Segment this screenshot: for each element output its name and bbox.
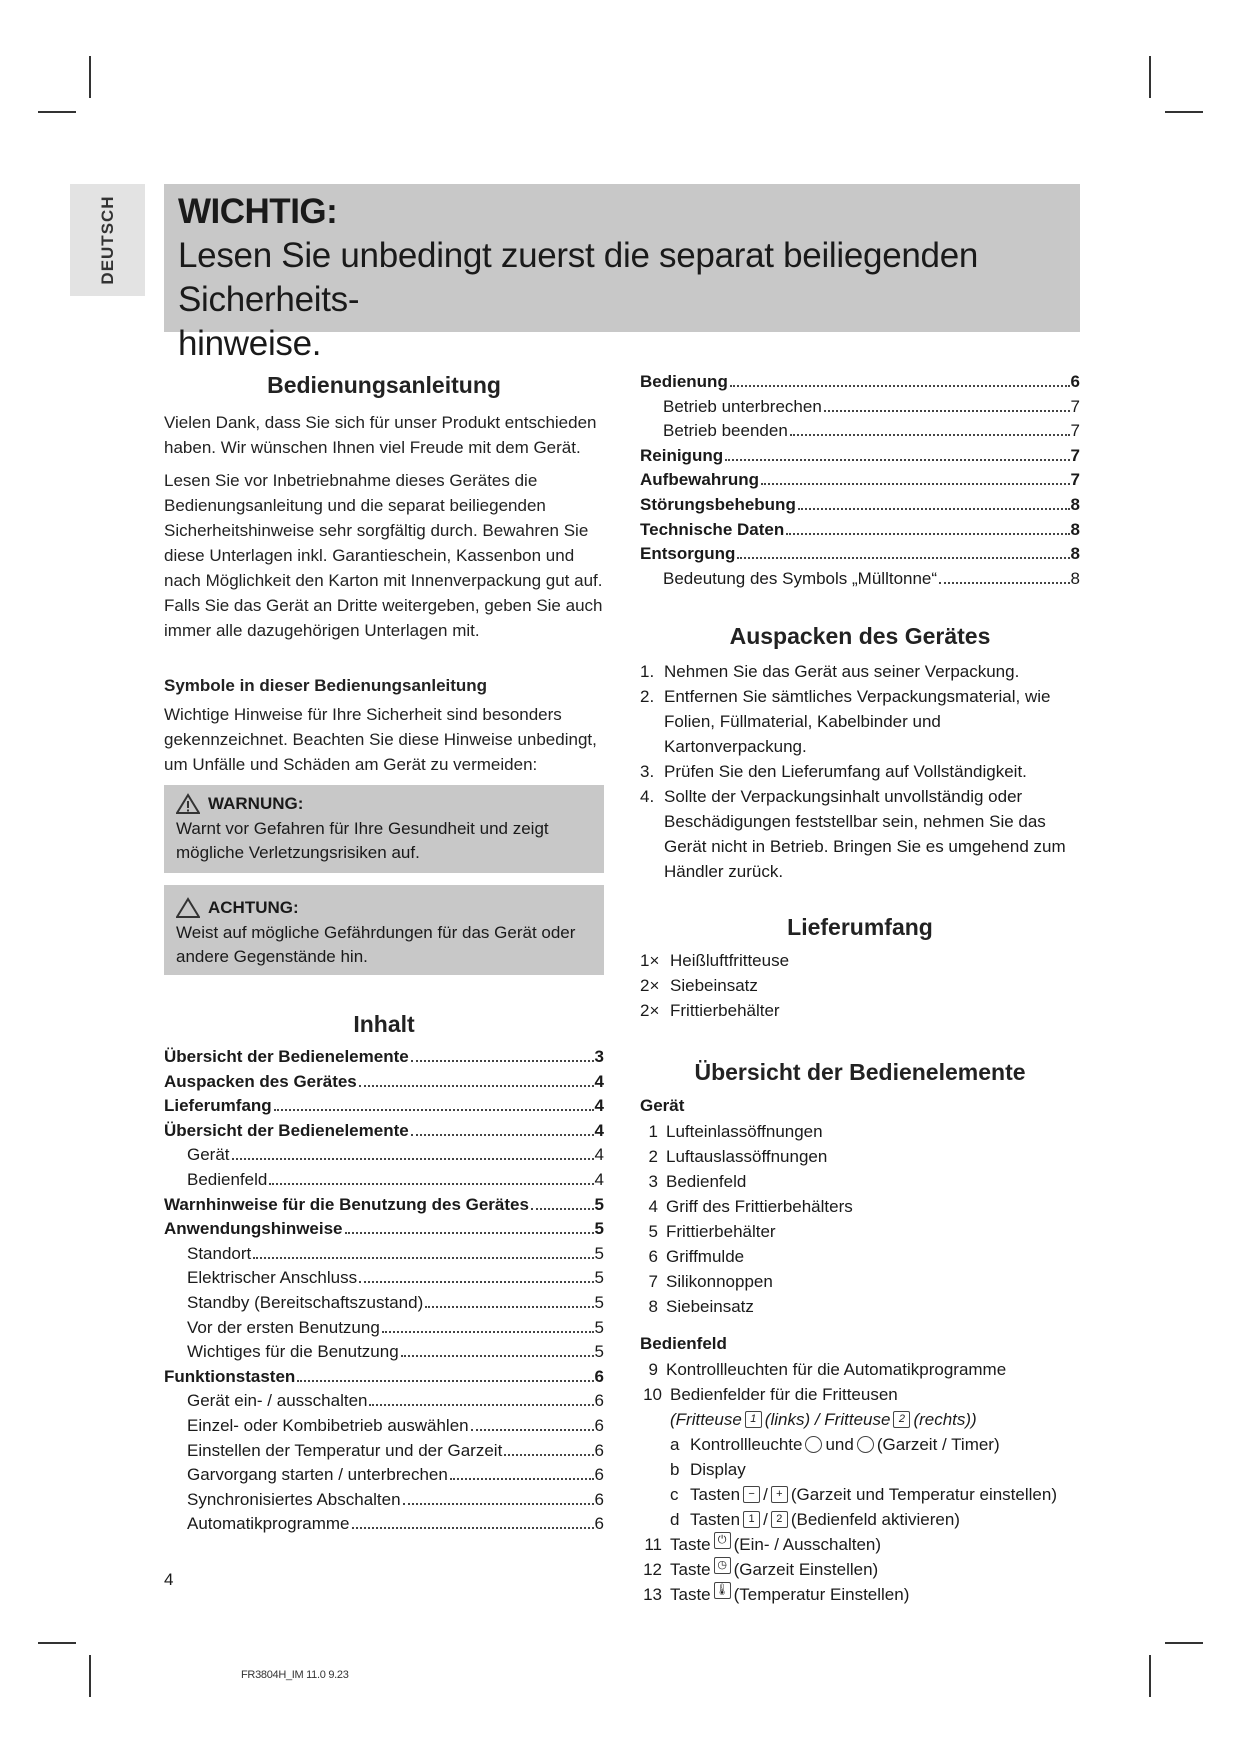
toc-entry [640,444,1080,469]
list-item: 13 Taste 🌡 (Temperatur Einstellen) [643,1584,910,1605]
caution-text: Weist auf mögliche Gefährdungen für das Gerät oder andere Gegenstände hin. [176,923,576,966]
toc-entry-page: 5 [594,1317,604,1337]
cooking-time-key-icon: ◷ [714,1557,731,1574]
toc-leader-dots [786,533,1069,535]
toc-entry-page: 8 [1070,568,1080,588]
toc-entry-label: Entsorgung [640,544,736,564]
toc-entry-page: 4 [594,1145,604,1165]
toc-entry-label: Gerät ein- / ausschalten [187,1391,368,1411]
toc-entry [164,1291,604,1316]
list-item: d Tasten 1 / 2 (Bedienfeld aktivieren) [670,1510,960,1530]
toc-leader-dots [359,1085,594,1087]
list-item: 4 Griff des Frittierbehälters [648,1197,853,1217]
key-2-icon: 2 [771,1511,788,1528]
toc-entry-label: Synchronisiertes Abschalten [187,1489,401,1509]
toc-entry-page: 5 [594,1243,604,1263]
toc-entry-page: 6 [594,1366,604,1386]
toc-leader-dots [253,1257,593,1259]
toc-entry-label: Anwendungshinweise [164,1219,343,1239]
power-key-icon: ⏻ [714,1532,731,1549]
footer-code: FR3804H_IM 11.0 9.23 [241,1669,349,1681]
toc-entry [164,1119,604,1144]
right-fryer-key-icon: 2 [893,1411,910,1428]
toc-entry-page: 8 [1070,544,1080,564]
toc-entry [164,1070,604,1095]
toc-entry [640,468,1080,493]
intro-paragraph-1: Vielen Dank, dass Sie sich für unser Produkt entschieden haben. Wir wünschen Ihnen viel Freude mit dem Gerät. [164,413,597,457]
list-item: (Fritteuse 1 (links) / Fritteuse 2 (rechts)) [670,1410,977,1430]
notice-line-1: Lesen Sie unbedingt zuerst die separat beiliegenden Sicherheits- [178,236,979,319]
list-item: 2× Siebeinsatz [640,976,758,996]
toc-entry-label: Einstellen der Temperatur und der Garzeit [187,1440,503,1460]
toc-leader-dots [798,508,1070,510]
toc-entry-page: 4 [594,1096,604,1116]
toc-entry-page: 4 [594,1120,604,1140]
toc-left-list [164,1045,604,1537]
toc-entry [164,1389,604,1414]
toc-entry [640,567,1080,592]
symbols-text: Wichtige Hinweise für Ihre Sicherheit sind besonders gekennzeichnet. Beachten Sie diese Hinweise unbedingt, um Unfälle und Schäden am Gerät zu vermeiden: [164,705,597,774]
warning-triangle-icon [176,793,200,815]
toc-leader-dots [737,557,1069,559]
toc-entry-label: Einzel- oder Kombibetrieb auswählen [187,1415,469,1435]
list-item: 2 Luftauslassöffnungen [648,1147,828,1167]
toc-entry-label: Elektrischer Anschluss [187,1268,358,1288]
toc-leader-dots [471,1429,594,1431]
toc-entry-page: 6 [594,1391,604,1411]
toc-leader-dots [401,1355,594,1357]
toc-entry-label: Übersicht der Bedienelemente [164,1120,409,1140]
list-item: c Tasten − / + (Garzeit und Temperatur einstellen) [670,1485,1057,1505]
toc-entry-label: Betrieb beenden [663,421,788,441]
warning-title: WARNUNG: [208,794,304,813]
temperature-key-icon: 🌡 [714,1582,731,1599]
toc-entry [164,1463,604,1488]
toc-leader-dots [411,1060,594,1062]
toc-entry-page: 3 [594,1047,604,1066]
list-item: a Kontrollleuchte und (Garzeit / Timer) [670,1435,1000,1455]
toc-entry-page: 5 [594,1194,604,1214]
toc-leader-dots [352,1527,594,1529]
toc-entry [640,419,1080,444]
list-item: 7 Silikonnoppen [648,1272,773,1292]
list-item: 2. Entfernen Sie sämtliches Verpackungsmaterial, wie Folien, Füllmaterial, Kabelbinder und Kartonverpackung. [640,687,1051,757]
crop-mark [89,56,91,98]
toc-entry-page: 8 [1070,494,1080,514]
toc-entry [164,1168,604,1193]
toc-entry [164,1512,604,1537]
toc-entry [164,1242,604,1267]
warning-text: Warnt vor Gefahren für Ihre Gesundheit und zeigt mögliche Verletzungsrisiken auf. [176,819,549,862]
right-column [640,370,1080,1607]
page-number: 4 [164,1570,174,1589]
toc-leader-dots [730,385,1070,387]
toc-entry [164,1340,604,1365]
toc-entry [640,493,1080,518]
toc-entry-label: Automatikprogramme [187,1514,350,1534]
toc-entry-page: 5 [594,1219,604,1239]
toc-entry-label: Standort [187,1243,252,1263]
toc-entry [164,1217,604,1242]
toc-entry [164,1266,604,1291]
toc-entry-page: 7 [1070,470,1080,490]
toc-leader-dots [425,1306,593,1308]
crop-mark [38,111,76,113]
toc-entry-label: Bedienung [640,372,728,391]
list-item: b Display [670,1460,746,1480]
crop-mark [1165,111,1203,113]
toc-leader-dots [761,483,1070,485]
intro-heading: Bedienungsanleitung [267,372,501,398]
toc-entry [164,1488,604,1513]
list-item: 1. Nehmen Sie das Gerät aus seiner Verpackung. [640,662,1020,682]
toc-entry [640,370,1080,395]
toc-entry [164,1143,604,1168]
toc-entry [164,1365,604,1390]
timer-light-icon [857,1436,874,1453]
list-item: 1 Lufteinlassöffnungen [648,1122,823,1142]
toc-right-list [640,370,1080,591]
toc-leader-dots [403,1503,594,1505]
toc-entry-label: Warnhinweise für die Benutzung des Gerätes [164,1194,529,1214]
list-item: 4. Sollte der Verpackungsinhalt unvollständig oder Beschädigungen feststellbar sein, nehmen Sie das Gerät nicht in Betrieb. Bringen Sie es umgehend zum Händler zurück. [640,787,1066,882]
toc-leader-dots [824,410,1070,412]
toc-leader-dots [790,434,1070,436]
indicator-light-icon [805,1436,822,1453]
toc-entry [164,1045,604,1070]
toc-leader-dots [359,1281,593,1283]
list-item: 3 Bedienfeld [648,1172,747,1192]
toc-entry-page: 6 [594,1489,604,1509]
panel-parts-list [640,1357,1080,1607]
toc-entry-label: Übersicht der Bedienelemente [164,1047,409,1066]
toc-entry-label: Auspacken des Gerätes [164,1071,357,1091]
notice-line-2: hinweise. [178,324,322,363]
caution-box [164,885,604,975]
device-parts-list [640,1119,1080,1319]
toc-leader-dots [450,1478,594,1480]
toc-leader-dots [269,1183,593,1185]
list-item: 5 Frittierbehälter [648,1222,776,1242]
toc-entry-page: 5 [594,1268,604,1288]
list-item: 8 Siebeinsatz [648,1297,754,1317]
warning-box [164,785,604,873]
toc-leader-dots [345,1232,594,1234]
list-item: 12 Taste ◷ (Garzeit Einstellen) [643,1559,879,1580]
panel-subheading: Bedienfeld [640,1334,727,1354]
language-tab [70,184,145,296]
toc-entry-label: Bedeutung des Symbols „Mülltonne“ [663,568,938,588]
toc-entry-page: 6 [594,1514,604,1534]
toc-entry [640,518,1080,543]
toc-entry [164,1439,604,1464]
toc-entry-label: Aufbewahrung [640,470,759,490]
toc-entry-page: 6 [594,1440,604,1460]
list-item: 6 Griffmulde [648,1247,745,1267]
list-item: 11 Taste ⏻ (Ein- / Ausschalten) [644,1534,882,1555]
list-item: 1× Heißluftfritteuse [640,951,790,971]
symbols-heading: Symbole in dieser Bedienungsanleitung [164,676,488,695]
toc-leader-dots [531,1208,594,1210]
plus-key-icon: + [771,1486,788,1503]
minus-key-icon: − [743,1486,760,1503]
toc-entry-page: 4 [594,1071,604,1091]
toc-entry-label: Lieferumfang [164,1096,272,1116]
toc-entry-label: Reinigung [640,445,724,465]
toc-leader-dots [369,1404,593,1406]
toc-entry-page: 5 [594,1292,604,1312]
toc-entry-label: Betrieb unterbrechen [663,396,822,416]
crop-mark [89,1655,91,1697]
toc-entry [640,542,1080,567]
crop-mark [1165,1642,1203,1644]
toc-entry-page: 7 [1070,445,1080,465]
toc-entry-page: 5 [594,1342,604,1362]
toc-entry [164,1316,604,1341]
list-item: 2× Frittierbehälter [640,1001,780,1021]
toc-entry-page: 6 [594,1465,604,1485]
unpacking-steps [640,659,1080,884]
toc-entry [164,1193,604,1218]
toc-leader-dots [504,1454,593,1456]
toc-entry [164,1414,604,1439]
caution-title: ACHTUNG: [208,898,299,917]
toc-entry-page: 6 [594,1415,604,1435]
caution-triangle-icon [176,897,200,919]
toc-entry-label: Störungsbehebung [640,494,796,514]
list-item: 10 Bedienfelder für die Fritteusen [643,1385,898,1405]
list-item: 9 Kontrollleuchten für die Automatikprogramme [648,1360,1007,1380]
left-column [164,370,604,1537]
toc-entry [164,1094,604,1119]
toc-leader-dots [232,1158,594,1160]
key-1-icon: 1 [743,1511,760,1528]
left-fryer-key-icon: 1 [745,1411,762,1428]
unpacking-heading: Auspacken des Gerätes [729,623,991,650]
toc-entry-page: 4 [594,1169,604,1189]
scope-list [640,948,1080,1023]
notice-title: WICHTIG: [178,192,338,231]
language-label: DEUTSCH [97,195,117,285]
toc-leader-dots [939,582,1069,584]
toc-entry-page: 6 [1070,372,1080,391]
toc-heading: Inhalt [353,1011,415,1037]
toc-entry-page: 7 [1070,396,1080,416]
important-notice [164,184,1080,363]
toc-leader-dots [297,1380,593,1382]
toc-entry-label: Garvorgang starten / unterbrechen [187,1465,448,1485]
crop-mark [1149,1655,1151,1697]
toc-entry-label: Vor der ersten Benutzung [187,1317,380,1337]
toc-leader-dots [411,1134,594,1136]
toc-entry-label: Funktionstasten [164,1366,296,1386]
toc-entry [640,395,1080,420]
overview-heading: Übersicht der Bedienelemente [694,1059,1026,1086]
toc-entry-label: Wichtiges für die Benutzung [187,1342,399,1362]
toc-entry-label: Technische Daten [640,519,785,539]
toc-entry-label: Bedienfeld [187,1169,268,1189]
toc-entry-page: 7 [1070,421,1080,441]
scope-heading: Lieferumfang [787,914,933,941]
toc-leader-dots [382,1331,594,1333]
toc-leader-dots [274,1109,594,1111]
intro-paragraph-2: Lesen Sie vor Inbetriebnahme dieses Gerätes die Bedienungsanleitung und die separat beiliegenden Sicherheitshinweise sehr sorgfältig durch. Bewahren Sie diese Unterlagen inkl. Garantieschein, Kassenbon und nach Möglichkeit den Karton mit Innenverpackung gut auf. Falls Sie das Gerät an Dritte weitergeben, geben Sie auch immer alle dazugehörigen Unterlagen mit. [164,471,603,640]
toc-leader-dots [725,459,1069,461]
toc-entry-label: Standby (Bereitschaftszustand) [187,1292,424,1312]
list-item: 3. Prüfen Sie den Lieferumfang auf Vollständigkeit. [640,762,1027,782]
device-subheading: Gerät [640,1096,685,1116]
toc-entry-label: Gerät [187,1145,230,1165]
crop-mark [38,1642,76,1644]
toc-entry-page: 8 [1070,519,1080,539]
crop-mark [1149,56,1151,98]
